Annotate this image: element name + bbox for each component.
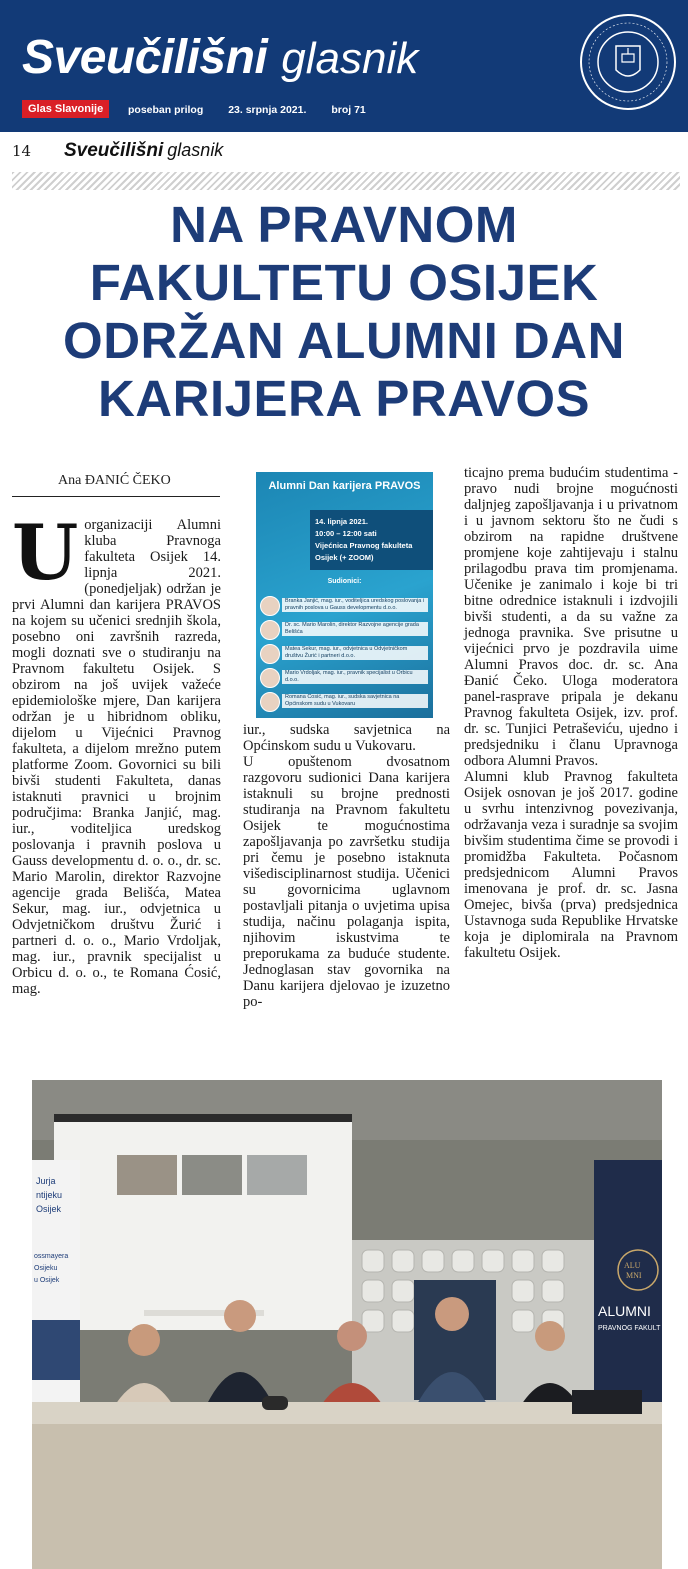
left-banner-text-2: ntijeku [36,1190,63,1200]
masthead-title-light: glasnik [281,34,419,83]
article-headline [0,196,688,428]
masthead [0,0,688,132]
column-1-text: organizaciji Alumni kluba Pravnoga fakulteta Osijek 14. lipnja 2021. (ponedjeljak) održan je prvi Alumni dan karijera PRAVOS na kojem su učenici srednjih škola, posebno oni završnih razreda, mogli doznati sve o studiranju na Pravnom fakultetu Osijek. S obzirom na još uvijek važeće epidemiološke mjere, Dan karijera održan je u hibridnom obliku, dijelom u Vijećnici Pravnog fakulteta, a dijelom mrežno putem platforme Zoom. Govornici su bili bivši studenti Fakulteta, danas istaknuti pravnici u brojnim područjima: Branka Janjić, mag. iur., voditeljica uredskog poslovanja i pravnih poslova u Gauss developmentu d. o. o., dr. sc. Mario Marolin, direktor Razvojne agencije grada Belišća, Matea Sekur, mag. iur., odvjetnica u Odvjetničkom društvu Žurić i partneri d. o. o., Mario Vrdoljak, mag. iur., pravnik specijalist u Orbicu d. o. o., te Romana Ćosić, mag. [12,517,221,997]
newspaper-tag: Glas Slavonije [22,100,109,118]
poster-venue-2: Osijek (+ ZOOM) [315,553,374,562]
issue-number: broj 71 [331,104,366,116]
speaker-text: Branka Janjić, mag. iur., voditeljica uredskog poslovanja i pravnih poslova u Gauss developmentu d.o.o. [282,598,428,612]
running-head-title-bold: Sveučilišni [64,140,164,161]
speaker-text: Romana Ćosić, mag. iur., sudska savjetnica na Općinskom sudu u Vukovaru [282,694,428,708]
column-2-paragraph-2: U opuštenom dvosatnom razgovoru sudionici Dana karijera istaknuli su brojne prednosti studiranja na Pravnom fakultetu Osijek te mogućnostima zapošljavanja po završetku studija pri čemu je posebno istaknuta višedisciplinarnost studija. Učenici su govornicima uglavnom postavljali pitanja o uvjetima upisa studija, načinu polaganja ispita, njihovim iskustvima te preporukama za buduće studente. Jednoglasan stav govornika na Danu karijera djelovao je izuzetno po- [243,754,450,1010]
article-column-2 [243,722,450,1010]
speaker-avatar [260,668,280,688]
speaker-avatar [260,644,280,664]
event-poster [256,472,433,718]
event-photo-illustration [32,1080,662,1569]
right-banner-logo-1: ALU [624,1261,641,1270]
speaker-text: Matea Sekur, mag. iur., odvjetnica u Odvjetničkom društvu Žurić i partneri d.o.o. [282,646,428,660]
column-3-paragraph-1: ticajno prema budućim studentima - pravo nudi brojne mogućnosti daljnjeg zapošljavanja i u privatnom i u javnom sektoru što ne čudi s obzirom na rapidne društvene promjene koje zahtijevaju i stalnu prilagodbu prava tim promjenama. Učenike je zanimalo i koje bi tri bitne odrednice istaknuli i izdvojili bivši studenti, a da su važne za jednoga pravnika. Sve prisutne u vijećnici prvo je pozdravila uime Alumni Pravos doc. dr. sc. Ana Đanić Čeko. Uloga moderatora panel-rasprave pripala je dekanu Pravnog fakulteta Osijek, izv. prof. dr. sc. Tunjici Petraševiću, ujedno i predsjedniku i članu Upravnoga odbora Alumni Pravos. [464,465,678,769]
hatched-divider [12,172,680,190]
masthead-title-bold: Sveučilišni [22,31,268,84]
issue-date: 23. srpnja 2021. [228,104,307,116]
issue-meta [128,104,388,116]
poster-title: Alumni Dan karijera PRAVOS [268,480,421,492]
headline-line-2: FAKULTETU OSIJEK [89,254,599,311]
page-number: 14 [12,142,32,160]
right-banner-logo-2: MNI [626,1271,642,1280]
column-2-paragraph-1: iur., sudska savjetnica na Općinskom sudu u Vukovaru. [243,722,450,754]
running-head-title-light: glasnik [167,140,224,160]
article-column-3 [464,465,678,961]
left-banner-text-1: Jurja [36,1176,56,1186]
speaker-text: Mario Vrdoljak, mag. iur., pravnik specijalist u Orbicu d.o.o. [282,670,428,684]
poster-info-box [310,510,433,570]
byline-rule [12,496,220,497]
right-banner-subtitle: PRAVNOG FAKULT [598,1325,661,1332]
right-banner-title: ALUMNI [598,1303,651,1319]
poster-speaker [260,668,429,686]
speaker-avatar [260,596,280,616]
running-head-title [64,140,223,162]
poster-date: 14. lipnja 2021. [315,517,368,526]
speaker-text: Dr. sc. Mario Marolin, direktor Razvojne agencije grada Belišća [282,622,428,636]
left-banner-text-3: Osijek [36,1204,62,1214]
headline-line-4: KARIJERA PRAVOS [97,370,591,427]
headline-line-1: NA PRAVNOM [170,196,518,253]
left-banner-text-4: ossmayera [34,1253,69,1260]
poster-speaker [260,644,429,662]
poster-speaker [260,692,429,710]
left-banner-text-5: Osijeku [34,1265,58,1272]
column-3-paragraph-2: Alumni klub Pravnog fakulteta Osijek osnovan je još 2017. godine u svrhu intenzivnog povezivanja, održavanja veza i suradnje sa svojim bivšim studentima čime se provodi i promidžba Fakulteta. Počasnom predsjednicom Alumni Pravos imenovana je prof. dr. sc. Jasna Omejec, bivša (prva) predsjednica Ustavnoga suda Republike Hrvatske koja je diplomirala na Pravnom fakultetu Osijek. [464,769,678,961]
article-column-1 [12,508,221,997]
speaker-avatar [260,692,280,712]
supplement-label: poseban prilog [128,104,204,116]
poster-venue: Vijećnica Pravnog fakulteta [315,541,413,550]
poster-speaker [260,620,429,638]
speaker-avatar [260,620,280,640]
poster-speaker [260,596,429,614]
drop-cap: U [12,508,79,597]
headline-line-3: ODRŽAN ALUMNI DAN [63,312,625,369]
university-seal-icon [578,12,678,112]
running-head [12,140,680,166]
poster-time: 10:00 – 12:00 sati [315,529,377,538]
masthead-title [22,30,418,85]
byline: Ana ĐANIĆ ČEKO [58,473,171,488]
poster-speakers-heading: Sudionici: [327,578,362,585]
event-photo [32,1080,662,1569]
left-banner-text-6: u Osijek [34,1277,60,1284]
